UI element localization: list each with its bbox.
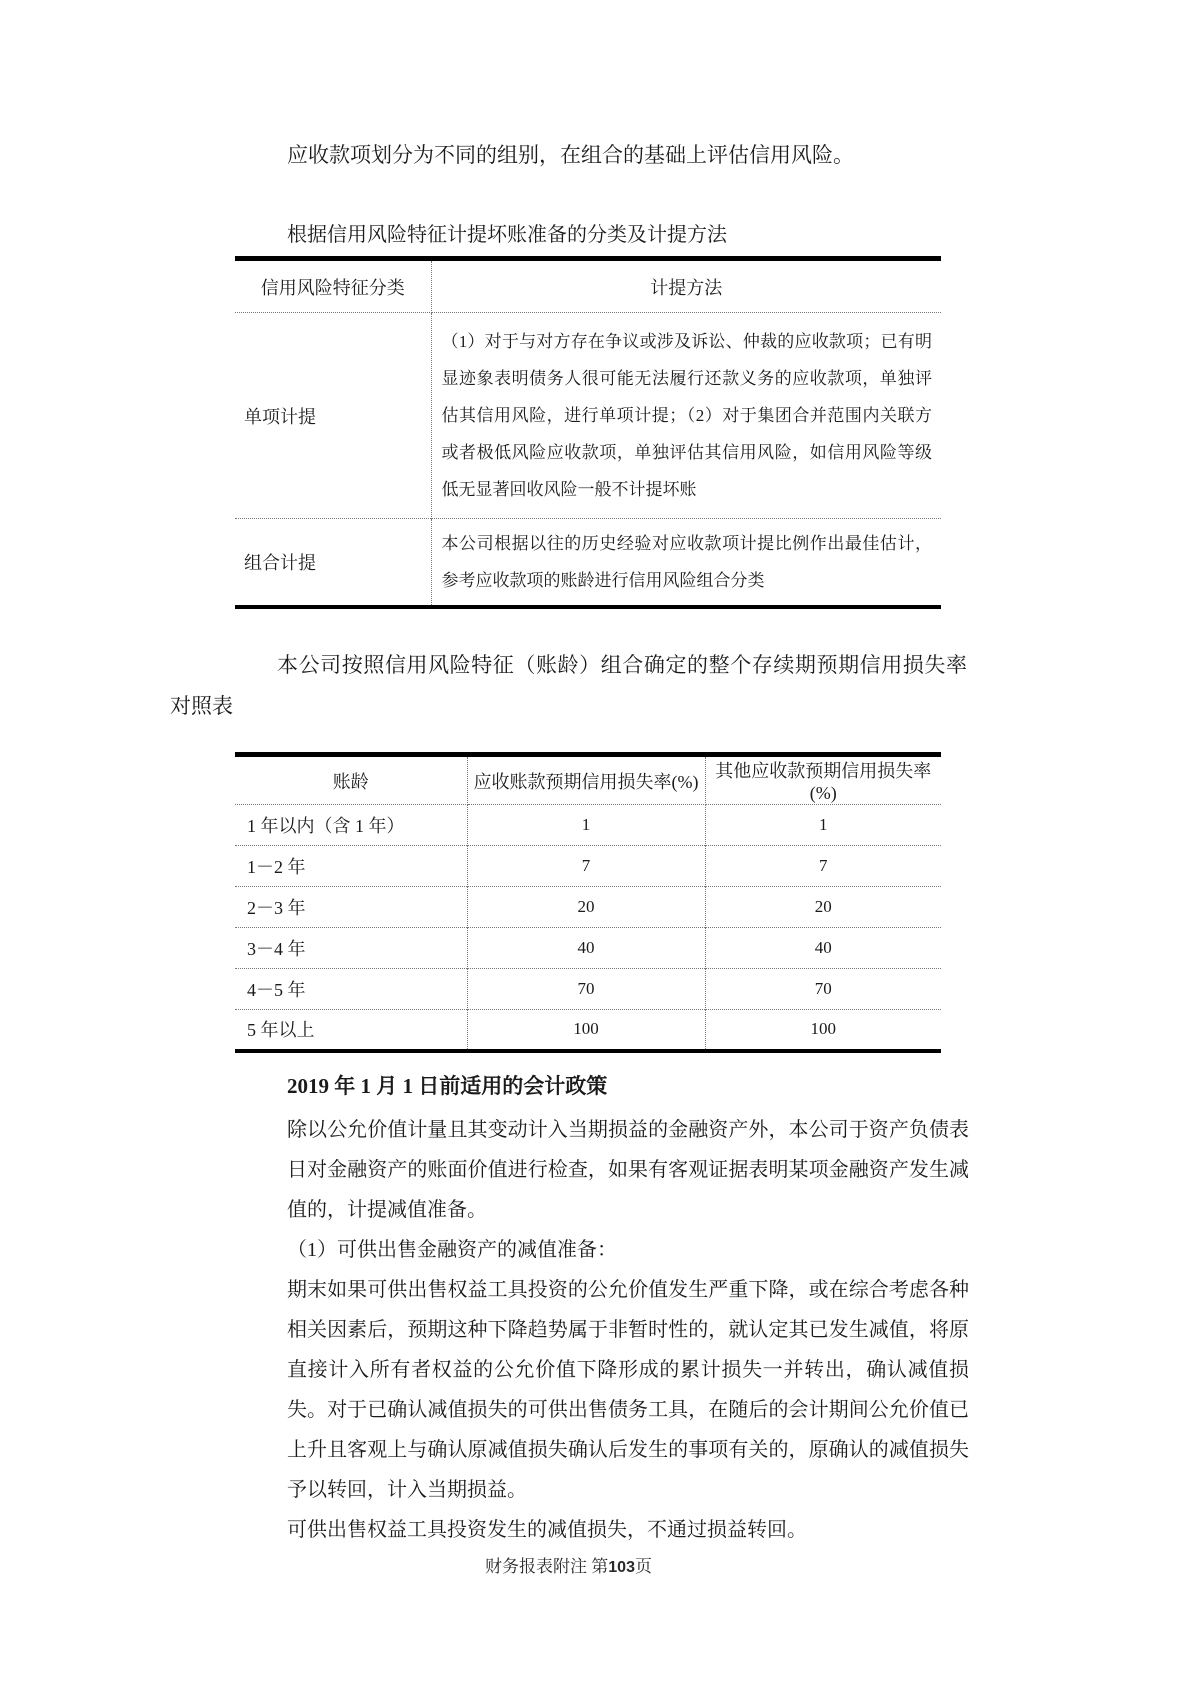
footer-page-prefix: 第 (591, 1557, 609, 1576)
ar-rate-cell: 40 (467, 928, 705, 969)
aging-intro-paragraph: 本公司按照信用风险特征（账龄）组合确定的整个存续期预期信用损失率对照表 (170, 653, 967, 718)
other-rate-cell: 40 (705, 928, 941, 969)
other-rate-header: 其他应收款预期信用损失率(%) (705, 755, 941, 805)
table-row (235, 846, 941, 887)
table-row (235, 969, 941, 1010)
category-cell: 组合计提 (235, 519, 431, 608)
table-row (235, 805, 941, 846)
other-rate-cell: 20 (705, 887, 941, 928)
policy-paragraph: 可供出售权益工具投资发生的减值损失，不通过损益转回。 (287, 1518, 807, 1541)
aging-cell: 2－3 年 (235, 887, 467, 928)
aging-header: 账龄 (235, 755, 467, 805)
table-row (235, 313, 941, 519)
footer-label: 财务报表附注 (485, 1557, 588, 1576)
policy-paragraph: （1）可供出售金融资产的减值准备： (287, 1238, 617, 1261)
ar-rate-cell: 20 (467, 887, 705, 928)
other-rate-cell: 1 (819, 815, 828, 834)
ar-rate-header: 应收账款预期信用损失率(%) (467, 755, 705, 805)
aging-cell: 1 年以内（含 1 年） (235, 805, 467, 846)
intro-paragraph: 应收款项划分为不同的组别，在组合的基础上评估信用风险。 (287, 143, 854, 167)
policy-section-body (287, 1110, 969, 1550)
ar-rate-cell: 70 (467, 969, 705, 1010)
other-rate-cell: 7 (705, 846, 941, 887)
classification-header-method: 计提方法 (431, 259, 941, 313)
footer-page-suffix: 页 (634, 1557, 652, 1576)
policy-paragraph: 除以公允价值计量且其变动计入当期损益的金融资产外，本公司于资产负债表日对金融资产的账面价值进行检查，如果有客观证据表明某项金融资产发生减值的，计提减值准备。 (287, 1118, 969, 1221)
aging-ecl-table (235, 752, 941, 1053)
classification-table-title: 根据信用风险特征计提坏账准备的分类及计提方法 (287, 224, 727, 246)
classification-header-category: 信用风险特征分类 (235, 259, 431, 313)
policy-paragraph: 期末如果可供出售权益工具投资的公允价值发生严重下降，或在综合考虑各种相关因素后，预期这种下降趋势属于非暂时性的，就认定其已发生减值，将原直接计入所有者权益的公允价值下降形成的累计损失一并转出，确认减值损失。对于已确认减值损失的可供出售债务工具，在随后的会计期间公允价值已上升且客观上与确认原减值损失确认后发生的事项有关的，原确认的减值损失予以转回，计入当期损益。 (287, 1278, 969, 1501)
ar-rate-cell: 7 (467, 846, 705, 887)
page-footer (170, 1552, 967, 1577)
footer-page-number: 103 (608, 1559, 635, 1576)
other-rate-cell: 100 (705, 1010, 941, 1051)
category-cell: 单项计提 (235, 313, 431, 519)
aging-cell: 1－2 年 (235, 846, 467, 887)
ar-rate-cell: 100 (467, 1010, 705, 1051)
table-row (235, 1010, 941, 1051)
table-row (235, 519, 941, 608)
classification-table (235, 256, 941, 609)
table-row (235, 928, 941, 969)
policy-section-heading: 2019 年 1 月 1 日前适用的会计政策 (287, 1073, 608, 1098)
document-page (170, 0, 970, 1550)
aging-cell: 3－4 年 (235, 928, 467, 969)
method-cell: 本公司根据以往的历史经验对应收款项计提比例作出最佳估计，参考应收款项的账龄进行信用风险组合分类 (431, 519, 941, 608)
other-rate-cell: 70 (705, 969, 941, 1010)
table-row (235, 887, 941, 928)
aging-cell: 5 年以上 (235, 1010, 467, 1051)
table-header-row (235, 755, 941, 805)
table-header-row (235, 259, 941, 313)
ar-rate-cell: 1 (467, 805, 705, 846)
method-cell: （1）对于与对方存在争议或涉及诉讼、仲裁的应收款项；已有明显迹象表明债务人很可能无法履行还款义务的应收款项，单独评估其信用风险，进行单项计提；（2）对于集团合并范围内关联方或者极低风险应收款项，单独评估其信用风险，如信用风险等级低无显著回收风险一般不计提坏账 (441, 332, 932, 499)
aging-cell: 4－5 年 (235, 969, 467, 1010)
